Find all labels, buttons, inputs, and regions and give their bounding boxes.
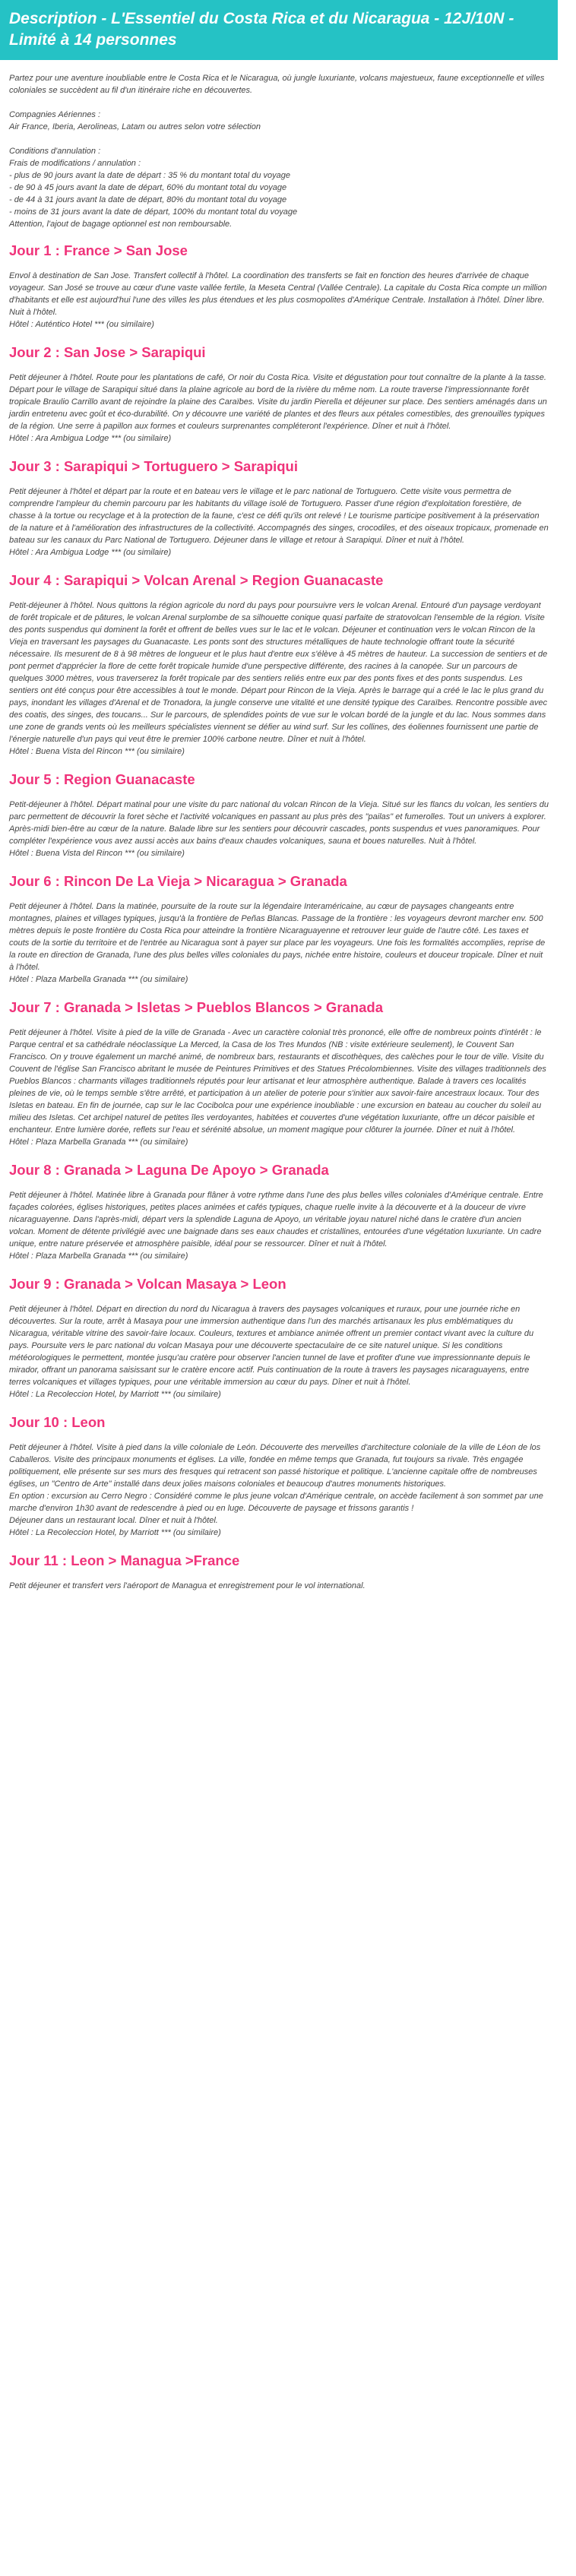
day-description: Petit déjeuner à l'hôtel. Matinée libre à Granada pour flâner à votre rythme dans l'une des plus belles villes coloniales d'Amérique centrale. Entre façades colorées, églises historiques, petites places animées et cafés typiques, chaque ruelle invite à la découverte et à la douceur de vivre nicaraguayenne. Dans l'après-midi, départ vers la splendide Laguna de Apoyo, un véritable joyau naturel niché dans le cratère d'un ancien volcan. Moment de détente privilégié avec une baignade dans ses eaux chaudes et cristallines, entourées d'une végétation luxuriante. Un cadre unique, entre nature préservée et atmosphère paisible, idéal pour se ressourcer. Dîner et nuit à l'hôtel. Hôtel : Plaza Marbella Granada *** (ou similaire) xyxy=(9,1191,543,1261)
day-section xyxy=(9,1276,549,1400)
day-description: Petit-déjeuner à l'hôtel. Nous quittons la région agricole du nord du pays pour poursuivre vers le volcan Arenal. Entouré d'un paysage verdoyant de forêt tropicale et de pâtures, le volcan Arenal surplombe de sa silhouette conique quasi parfaite de stratovolcan l'ensemble de la région. Visite des ponts suspendus qui dominent la forêt et offrent de belles vues sur le lac et le volcan. Déjeuner et continuation vers le volcan Rincon de la Vieja en traversant les paysages du Guanacaste. Les ponts sont des structures métalliques de haute technologie offrant toute la sécurité nécessaire. Ils mesurent de 8 à 98 mètres de longueur et le plus haut d'entre eux s'élève à 45 mètres de hauteur. La succession de sentiers et de pont permet d'apprécier la flore de cette forêt tropicale humide d'une perspective différente, des racines à la canopée. Sur un parcours de quelques 3000 mètres, vous traverserez la forêt tropicale par des sentiers reliés entre eux par des ponts fixes et des ponts suspendus. Les sentiers ont été conçus pour être accessibles à tout le monde. Départ pour Rincon de la Vieja. Après le barrage qui a créé le lac le plus grand du pays, inondant les villages d'Arenal et de Tronadora, la jungle conserve une vitalité et une densité typique des Caraïbes. Rencontre possible avec des coatis, des singes, des toucans... Sur le parcours, de splendides points de vue sur le volcan bordé de la jungle et du lac. Nous sommes dans une zone de grands vents où les meilleurs spécialistes viennent se défier au wind surf. Sur les collines, des éoliennes fournissent une partie de l'énergie naturelle d'un pays qui veut être le premier 100% carbone neutre. Dîner et nuit à l'hôtel. Hôtel : Buena Vista del Rincon *** (ou similaire) xyxy=(9,601,548,756)
day-description: Petit déjeuner à l'hôtel. Route pour les plantations de café, Or noir du Costa Rica. Visite et dégustation pour tout connaître de la plante à la tasse. Départ pour le village de Sarapiqui situé dans la plaine agricole au bord de la rivière du même nom. La route traverse l'impressionnante forêt tropicale Braulio Carrillo avant de rejoindre la plaine des Caraïbes. Visite du jardin Pierella et déjeuner sur place. Des sentiers aménagés dans un jardin entretenu avec goût et éco-durabilité. On y découvre une variété de plantes et des fleurs aux pétales comestibles, des grenouilles typiques de la région. Une serre à papillon aux formes et couleurs surprenantes compléteront l'expérience. Dîner et nuit à l'hôtel. Hôtel : Ara Ambigua Lodge *** (ou similaire) xyxy=(9,373,547,443)
day-title: Jour 5 : Region Guanacaste xyxy=(9,771,195,787)
day-description: Envol à destination de San Jose. Transfert collectif à l'hôtel. La coordination des transferts se fait en fonction des heures d'arrivée de chaque voyageur. San José se trouve au cœur d'une vaste vallée fertile, la Meseta Central (Vallée Centrale). La capitale du Costa Rica compte un million d'habitants et elle est aujourd'hui l'une des villes les plus étendues et les plus cosmopolites d'Amérique Centrale. Installation à l'hôtel. Dîner libre. Nuit à l'hôtel. Hôtel : Auténtico Hotel *** (ou similaire) xyxy=(9,271,547,329)
day-title: Jour 7 : Granada > Isletas > Pueblos Blancos > Granada xyxy=(9,999,383,1015)
airlines-info: Compagnies Aériennes : Air France, Iberia, Aerolineas, Latam ou autres selon votre sélection xyxy=(9,110,261,131)
day-description: Petit déjeuner à l'hôtel. Départ en direction du nord du Nicaragua à travers des paysages volcaniques et ruraux, pour une journée riche en découvertes. Sur la route, arrêt à Masaya pour une immersion authentique dans l'un des marchés artisanaux les plus emblématiques du Nicaragua, véritable vitrine des savoir-faire locaux. Couleurs, textures et ambiance animée offrent un premier contact vivant avec la culture du pays. Poursuite vers le parc national du volcan Masaya pour une découverte spectaculaire de ce site naturel unique. Si les conditions météorologiques le permettent, montée jusqu'au cratère pour observer l'ancien tunnel de lave et profiter d'une vue impressionnante depuis le mirador, offrant un panorama saisissant sur le cratère encore actif. Puis continuation de la route à travers les paysages nicaraguayens, entre terres volcaniques et villages typiques, pour une véritable immersion au cœur du pays. Dîner et nuit à l'hôtel. Hôtel : La Recoleccion Hotel, by Marriott *** (ou similaire) xyxy=(9,1305,534,1399)
day-description: Petit déjeuner à l'hôtel. Visite à pied dans la ville coloniale de León. Découverte des merveilles d'architecture coloniale de la ville de Léon de los Caballeros. Visite des principaux monuments et églises. La ville, fondée en même temps que Granada, fut toujours sa rivale. Très engagée politiquement, elle présente sur ses murs des fresques qui retracent son passé historique et politique. L'ancienne capitale offre de nombreuses églises, un "Centro de Arte" installé dans deux jolies maisons coloniales et beaucoup d'autres monuments historiques. En option : excursion au Cerro Negro : Considéré comme le plus jeune volcan d'Amérique centrale, on accède facilement à son sommet par une marche d'environ 1h30 avant de redescendre à pied ou en luge. Découverte de paysage et frissons garantis ! Déjeuner dans un restaurant local. Dîner et nuit à l'hôtel. Hôtel : La Recoleccion Hotel, by Marriott *** (ou similaire) xyxy=(9,1443,543,1537)
day-section xyxy=(9,1162,549,1262)
intro-section xyxy=(9,72,549,230)
day-title: Jour 3 : Sarapiqui > Tortuguero > Sarapiqui xyxy=(9,458,298,474)
cancellation-conditions: Conditions d'annulation : Frais de modifications / annulation : - plus de 90 jours avant la date de départ : 35 % du montant total du voyage - de 90 à 45 jours avant la date de départ, 60% du montant total du voyage - de 44 à 31 jours avant la date de départ, 80% du montant total du voyage - moins de 31 jours avant la date de départ, 100% du montant total du voyage Attention, l'ajout de bagage optionnel est non remboursable. xyxy=(9,147,298,229)
day-description: Petit déjeuner et transfert vers l'aéroport de Managua et enregistrement pour le vol international. xyxy=(9,1581,366,1590)
day-description: Petit déjeuner à l'hôtel. Visite à pied de la ville de Granada - Avec un caractère colonial très prononcé, elle offre de nombreux points d'intérêt : le Parque central et sa cathédrale néoclassique La Merced, la Casa de los Tres Mundos (NB : visite extérieure seulement), le Couvent San Francisco. On y trouve également un marché animé, de nombreux bars, restaurants et discothèques, des calèches pour le tour de ville. Visite du Couvent de l'église San Francisco abritant le musée de Peintures Primitives et des Statues Précolombiennes. Visite des villages traditionnels des Pueblos Blancos : charmants villages traditionnels réputés pour leur artisanat et leur atmosphère authentique. Balade à travers ces localités pleines de vie, où le temps semble s'être arrêté, et participation à un atelier de poterie pour s'initier aux savoir-faire ancestraux locaux. Tour des Isletas en bateau. En fin de journée, cap sur le lac Cocibolca pour une expérience inoubliable : une excursion en bateau au coucher du soleil au milieu des Isletas. Cet archipel naturel de petites îles verdoyantes, habitées et couvertes d'une végétation luxuriante, offre un décor paisible et enchanteur. Entre lumière dorée, reflets sur l'eau et sérénité absolue, un moment magique pour clôturer la journée. Dîner et nuit à l'hôtel. Hôtel : Plaza Marbella Granada *** (ou similaire) xyxy=(9,1028,546,1147)
day-title: Jour 6 : Rincon De La Vieja > Nicaragua > Granada xyxy=(9,873,347,889)
day-title: Jour 9 : Granada > Volcan Masaya > Leon xyxy=(9,1276,286,1292)
day-section xyxy=(9,344,549,445)
description-header xyxy=(0,0,558,60)
day-section xyxy=(9,572,549,758)
day-section xyxy=(9,458,549,559)
day-description: Petit-déjeuner à l'hôtel. Départ matinal pour une visite du parc national du volcan Rincon de la Vieja. Situé sur les flancs du volcan, les sentiers du parc permettent de découvrir la foret sèche et l'activité volcaniques en passant au plus près des "pailas" et fumerolles. Tout un univers à explorer. Après-midi bien-être au cœur de la nature. Balade libre sur les sentiers pour découvrir cascades, ponts suspendus et vues panoramiques. Pour compléter l'expérience vous avez aussi accès aux bains d'eaux chaudes volcaniques, sauna et boues naturelles. Nuit à l'hôtel. Hôtel : Buena Vista del Rincon *** (ou similaire) xyxy=(9,800,549,858)
page-title: Description - L'Essentiel du Costa Rica et du Nicaragua - 12J/10N - Limité à 14 personnes xyxy=(9,10,514,49)
day-description: Petit déjeuner à l'hôtel et départ par la route et en bateau vers le village et le parc national de Tortuguero. Cette visite vous permettra de comprendre l'ampleur du chemin parcouru par les habitants du village isolé de Tortuguero. Passer d'une région d'exploitation forestière, de chasse à la tortue ou recyclage et à la protection de la faune, c'est ce défi qu'ils ont relevé ! Le tourisme participe positivement à la préservation de la nature et à l'amélioration des infrastructures de la collectivité. Accompagnés des singes, crocodiles, et des oiseaux tropicaux, promenade en bateau sur les canaux du Parc National de Tortuguero. Déjeuner dans le village et retour à Sarapiqui. Dîner et nuit à l'hôtel. Hôtel : Ara Ambigua Lodge *** (ou similaire) xyxy=(9,487,549,557)
day-section xyxy=(9,771,549,859)
day-title: Jour 8 : Granada > Laguna De Apoyo > Granada xyxy=(9,1162,329,1178)
intro-description: Partez pour une aventure inoubliable entre le Costa Rica et le Nicaragua, où jungle luxuriante, volcans majestueux, faune exceptionnelle et villes coloniales se succèdent au fil d'un itinéraire riche en découvertes. xyxy=(9,74,545,95)
description-content xyxy=(0,60,558,1592)
day-title: Jour 2 : San Jose > Sarapiqui xyxy=(9,344,206,360)
day-section xyxy=(9,242,549,331)
day-title: Jour 10 : Leon xyxy=(9,1414,106,1430)
day-section xyxy=(9,1414,549,1539)
day-title: Jour 4 : Sarapiqui > Volcan Arenal > Region Guanacaste xyxy=(9,572,384,588)
day-description: Petit déjeuner à l'hôtel. Dans la matinée, poursuite de la route sur la légendaire Interaméricaine, au cœur de paysages changeants entre montagnes, plaines et villages typiques, jusqu'à la frontière de Peñas Blancas. Passage de la frontière : les voyageurs devront marcher env. 500 mètres depuis le poste frontière du Costa Rica pour atteindre la frontière Nicaraguayenne et retrouver leur guide de l'autre côté. Les taxes et couts de la sortie du territoire et de l'entrée au Nicaragua sont à payer sur place par les voyageurs. Une fois les formalités accomplies, reprise de la route en direction de Granada, l'une des plus belles villes coloniales du pays, nichée entre histoire, couleurs et douceur tropicale. Dîner et nuit à l'hôtel. Hôtel : Plaza Marbella Granada *** (ou similaire) xyxy=(9,902,546,984)
day-section xyxy=(9,873,549,986)
day-title: Jour 1 : France > San Jose xyxy=(9,242,188,258)
day-section xyxy=(9,999,549,1148)
day-title: Jour 11 : Leon > Managua >France xyxy=(9,1552,240,1568)
itinerary-days xyxy=(9,242,549,1592)
day-section xyxy=(9,1552,549,1592)
